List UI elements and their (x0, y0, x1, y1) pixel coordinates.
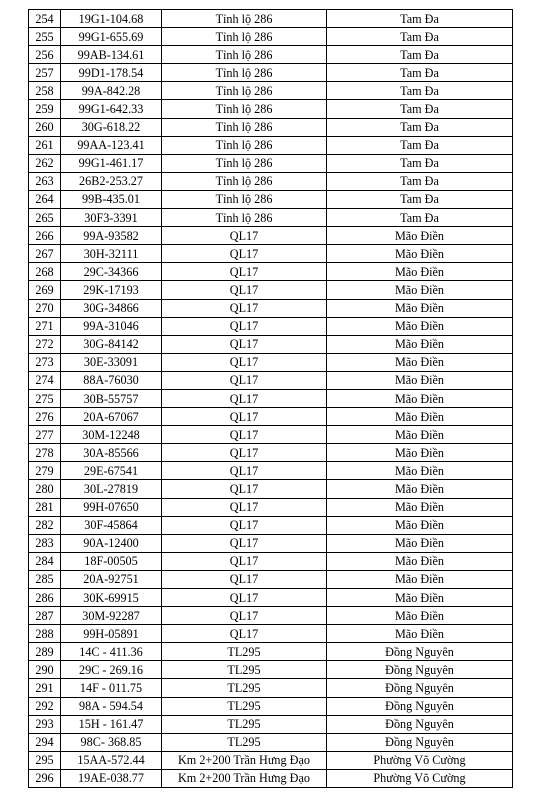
road-cell: QL17 (162, 281, 327, 299)
location-cell: Mão Điền (327, 281, 513, 299)
table-row (29, 733, 513, 751)
table-row (29, 100, 513, 118)
location-cell: Mão Điền (327, 462, 513, 480)
location-cell: Mão Điền (327, 607, 513, 625)
row-number-cell: 258 (29, 82, 61, 100)
road-cell: QL17 (162, 534, 327, 552)
location-cell: Mão Điền (327, 498, 513, 516)
table-row (29, 389, 513, 407)
row-number-cell: 280 (29, 480, 61, 498)
license-plate-cell: 14F - 011.75 (61, 679, 162, 697)
license-plate-cell: 30M-92287 (61, 607, 162, 625)
row-number-cell: 266 (29, 227, 61, 245)
license-plate-cell: 29K-17193 (61, 281, 162, 299)
location-cell: Mão Điền (327, 570, 513, 588)
table-row (29, 245, 513, 263)
license-plate-cell: 30K-69915 (61, 589, 162, 607)
road-cell: QL17 (162, 426, 327, 444)
row-number-cell: 279 (29, 462, 61, 480)
row-number-cell: 269 (29, 281, 61, 299)
table-row (29, 661, 513, 679)
road-cell: TL295 (162, 715, 327, 733)
license-plate-cell: 14C - 411.36 (61, 643, 162, 661)
road-cell: Tỉnh lộ 286 (162, 190, 327, 208)
row-number-cell: 281 (29, 498, 61, 516)
license-plate-cell: 20A-67067 (61, 408, 162, 426)
license-plate-cell: 98C- 368.85 (61, 733, 162, 751)
road-cell: QL17 (162, 317, 327, 335)
row-number-cell: 255 (29, 28, 61, 46)
row-number-cell: 273 (29, 353, 61, 371)
row-number-cell: 256 (29, 46, 61, 64)
table-row (29, 299, 513, 317)
license-plate-cell: 99AA-123.41 (61, 136, 162, 154)
road-cell: Tỉnh lộ 286 (162, 172, 327, 190)
road-cell: QL17 (162, 227, 327, 245)
road-cell: Tỉnh lộ 286 (162, 46, 327, 64)
row-number-cell: 290 (29, 661, 61, 679)
location-cell: Mão Điền (327, 371, 513, 389)
table-row (29, 426, 513, 444)
location-cell: Mão Điền (327, 426, 513, 444)
table-row (29, 607, 513, 625)
table-row (29, 769, 513, 787)
road-cell: QL17 (162, 552, 327, 570)
road-cell: Tỉnh lộ 286 (162, 100, 327, 118)
table-row (29, 209, 513, 227)
table-row (29, 444, 513, 462)
road-cell: Tỉnh lộ 286 (162, 64, 327, 82)
row-number-cell: 262 (29, 154, 61, 172)
row-number-cell: 293 (29, 715, 61, 733)
license-plate-cell: 29E-67541 (61, 462, 162, 480)
road-cell: Tỉnh lộ 286 (162, 28, 327, 46)
table-row (29, 10, 513, 28)
location-cell: Mão Điền (327, 263, 513, 281)
violation-table-body (29, 10, 513, 788)
road-cell: Tỉnh lộ 286 (162, 154, 327, 172)
location-cell: Đồng Nguyên (327, 715, 513, 733)
location-cell: Mão Điền (327, 589, 513, 607)
location-cell: Mão Điền (327, 480, 513, 498)
location-cell: Tam Đa (327, 82, 513, 100)
location-cell: Tam Đa (327, 209, 513, 227)
road-cell: QL17 (162, 625, 327, 643)
table-row (29, 317, 513, 335)
location-cell: Tam Đa (327, 10, 513, 28)
row-number-cell: 270 (29, 299, 61, 317)
row-number-cell: 286 (29, 589, 61, 607)
row-number-cell: 287 (29, 607, 61, 625)
road-cell: TL295 (162, 733, 327, 751)
license-plate-cell: 88A-76030 (61, 371, 162, 389)
row-number-cell: 295 (29, 751, 61, 769)
road-cell: QL17 (162, 480, 327, 498)
table-row (29, 154, 513, 172)
license-plate-cell: 99B-435.01 (61, 190, 162, 208)
table-row (29, 46, 513, 64)
road-cell: TL295 (162, 679, 327, 697)
location-cell: Mão Điền (327, 335, 513, 353)
table-row (29, 371, 513, 389)
location-cell: Mão Điền (327, 245, 513, 263)
table-row (29, 480, 513, 498)
row-number-cell: 294 (29, 733, 61, 751)
road-cell: QL17 (162, 299, 327, 317)
location-cell: Mão Điền (327, 534, 513, 552)
road-cell: Tỉnh lộ 286 (162, 82, 327, 100)
road-cell: QL17 (162, 444, 327, 462)
table-row (29, 679, 513, 697)
location-cell: Tam Đa (327, 118, 513, 136)
row-number-cell: 283 (29, 534, 61, 552)
row-number-cell: 277 (29, 426, 61, 444)
table-row (29, 697, 513, 715)
table-row (29, 118, 513, 136)
location-cell: Mão Điền (327, 444, 513, 462)
location-cell: Mão Điền (327, 625, 513, 643)
row-number-cell: 261 (29, 136, 61, 154)
row-number-cell: 285 (29, 570, 61, 588)
road-cell: QL17 (162, 516, 327, 534)
location-cell: Tam Đa (327, 190, 513, 208)
table-row (29, 335, 513, 353)
license-plate-cell: 30M-12248 (61, 426, 162, 444)
row-number-cell: 274 (29, 371, 61, 389)
table-row (29, 227, 513, 245)
road-cell: QL17 (162, 263, 327, 281)
location-cell: Tam Đa (327, 28, 513, 46)
road-cell: QL17 (162, 462, 327, 480)
road-cell: QL17 (162, 498, 327, 516)
table-row (29, 625, 513, 643)
license-plate-cell: 29C-34366 (61, 263, 162, 281)
table-row (29, 715, 513, 733)
license-plate-cell: 99G1-642.33 (61, 100, 162, 118)
table-row (29, 82, 513, 100)
license-plate-cell: 30G-34866 (61, 299, 162, 317)
license-plate-cell: 29C - 269.16 (61, 661, 162, 679)
license-plate-cell: 99D1-178.54 (61, 64, 162, 82)
location-cell: Mão Điền (327, 317, 513, 335)
location-cell: Đồng Nguyên (327, 643, 513, 661)
row-number-cell: 260 (29, 118, 61, 136)
row-number-cell: 296 (29, 769, 61, 787)
road-cell: QL17 (162, 570, 327, 588)
location-cell: Mão Điền (327, 516, 513, 534)
license-plate-cell: 30G-618.22 (61, 118, 162, 136)
license-plate-cell: 99H-07650 (61, 498, 162, 516)
row-number-cell: 267 (29, 245, 61, 263)
road-cell: QL17 (162, 371, 327, 389)
row-number-cell: 272 (29, 335, 61, 353)
road-cell: QL17 (162, 353, 327, 371)
license-plate-cell: 98A - 594.54 (61, 697, 162, 715)
table-row (29, 570, 513, 588)
road-cell: QL17 (162, 589, 327, 607)
license-plate-cell: 99A-31046 (61, 317, 162, 335)
table-row (29, 643, 513, 661)
row-number-cell: 259 (29, 100, 61, 118)
license-plate-cell: 90A-12400 (61, 534, 162, 552)
table-row (29, 462, 513, 480)
license-plate-cell: 15AA-572.44 (61, 751, 162, 769)
road-cell: Tỉnh lộ 286 (162, 10, 327, 28)
license-plate-cell: 99AB-134.61 (61, 46, 162, 64)
row-number-cell: 264 (29, 190, 61, 208)
table-row (29, 28, 513, 46)
row-number-cell: 263 (29, 172, 61, 190)
table-row (29, 552, 513, 570)
road-cell: TL295 (162, 697, 327, 715)
table-row (29, 498, 513, 516)
license-plate-cell: 30E-33091 (61, 353, 162, 371)
table-row (29, 172, 513, 190)
row-number-cell: 275 (29, 389, 61, 407)
table-row (29, 353, 513, 371)
table-row (29, 281, 513, 299)
location-cell: Mão Điền (327, 299, 513, 317)
license-plate-cell: 30A-85566 (61, 444, 162, 462)
table-row (29, 263, 513, 281)
road-cell: Tỉnh lộ 286 (162, 209, 327, 227)
location-cell: Tam Đa (327, 100, 513, 118)
road-cell: Km 2+200 Trần Hưng Đạo (162, 751, 327, 769)
license-plate-cell: 30G-84142 (61, 335, 162, 353)
license-plate-cell: 19G1-104.68 (61, 10, 162, 28)
table-row (29, 516, 513, 534)
road-cell: Km 2+200 Trần Hưng Đạo (162, 769, 327, 787)
license-plate-cell: 30B-55757 (61, 389, 162, 407)
location-cell: Mão Điền (327, 552, 513, 570)
location-cell: Mão Điền (327, 227, 513, 245)
row-number-cell: 288 (29, 625, 61, 643)
row-number-cell: 278 (29, 444, 61, 462)
location-cell: Tam Đa (327, 46, 513, 64)
location-cell: Đồng Nguyên (327, 697, 513, 715)
road-cell: QL17 (162, 335, 327, 353)
row-number-cell: 254 (29, 10, 61, 28)
row-number-cell: 282 (29, 516, 61, 534)
table-row (29, 589, 513, 607)
license-plate-cell: 99G1-461.17 (61, 154, 162, 172)
road-cell: QL17 (162, 245, 327, 263)
table-row (29, 751, 513, 769)
location-cell: Mão Điền (327, 408, 513, 426)
license-plate-cell: 30F3-3391 (61, 209, 162, 227)
license-plate-cell: 26B2-253.27 (61, 172, 162, 190)
row-number-cell: 291 (29, 679, 61, 697)
road-cell: TL295 (162, 643, 327, 661)
table-row (29, 136, 513, 154)
license-plate-cell: 99A-93582 (61, 227, 162, 245)
row-number-cell: 268 (29, 263, 61, 281)
road-cell: Tỉnh lộ 286 (162, 136, 327, 154)
license-plate-cell: 99H-05891 (61, 625, 162, 643)
license-plate-cell: 15H - 161.47 (61, 715, 162, 733)
location-cell: Tam Đa (327, 64, 513, 82)
license-plate-cell: 99G1-655.69 (61, 28, 162, 46)
location-cell: Tam Đa (327, 136, 513, 154)
license-plate-cell: 30H-32111 (61, 245, 162, 263)
license-plate-cell: 19AE-038.77 (61, 769, 162, 787)
location-cell: Phường Võ Cường (327, 751, 513, 769)
table-row (29, 534, 513, 552)
license-plate-cell: 20A-92751 (61, 570, 162, 588)
row-number-cell: 276 (29, 408, 61, 426)
license-plate-cell: 30F-45864 (61, 516, 162, 534)
row-number-cell: 265 (29, 209, 61, 227)
license-plate-cell: 30L-27819 (61, 480, 162, 498)
location-cell: Tam Đa (327, 154, 513, 172)
road-cell: TL295 (162, 661, 327, 679)
row-number-cell: 289 (29, 643, 61, 661)
violation-table (28, 9, 513, 788)
road-cell: QL17 (162, 408, 327, 426)
location-cell: Mão Điền (327, 389, 513, 407)
road-cell: QL17 (162, 607, 327, 625)
location-cell: Đồng Nguyên (327, 661, 513, 679)
license-plate-cell: 18F-00505 (61, 552, 162, 570)
table-row (29, 64, 513, 82)
location-cell: Đồng Nguyên (327, 733, 513, 751)
location-cell: Phường Võ Cường (327, 769, 513, 787)
location-cell: Tam Đa (327, 172, 513, 190)
table-row (29, 408, 513, 426)
location-cell: Đồng Nguyên (327, 679, 513, 697)
road-cell: Tỉnh lộ 286 (162, 118, 327, 136)
row-number-cell: 284 (29, 552, 61, 570)
row-number-cell: 292 (29, 697, 61, 715)
road-cell: QL17 (162, 389, 327, 407)
table-row (29, 190, 513, 208)
row-number-cell: 271 (29, 317, 61, 335)
location-cell: Mão Điền (327, 353, 513, 371)
license-plate-cell: 99A-842.28 (61, 82, 162, 100)
row-number-cell: 257 (29, 64, 61, 82)
